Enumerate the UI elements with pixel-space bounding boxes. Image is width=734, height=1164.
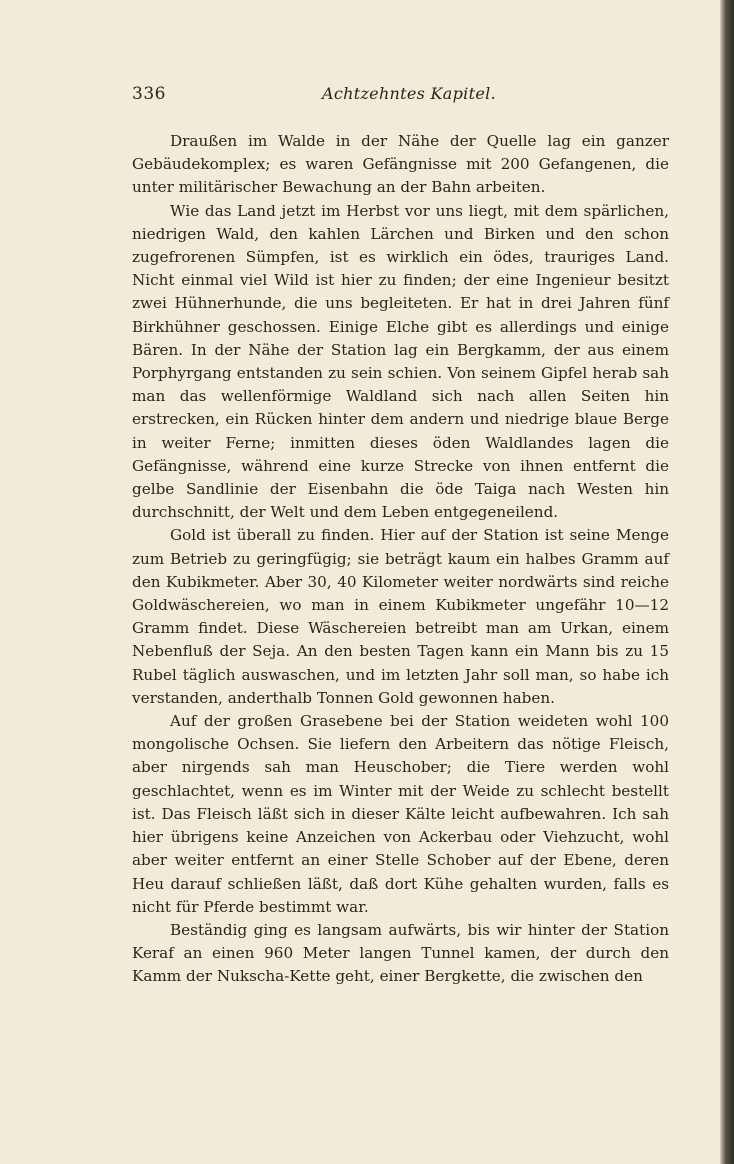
page-header [132,84,672,106]
paragraph: Draußen im Walde in der Nähe der Quelle lag ein ganzer Gebäudekomplex; es waren Gefängnisse mit 200 Gefangenen, die unter militärischer Bewachung an der Bahn arbeiten. [132,132,669,197]
paragraph: Gold ist überall zu finden. Hier auf der Station ist seine Menge zum Betrieb zu geringfügig; sie beträgt kaum ein halbes Gramm auf den Kubikmeter. Aber 30, 40 Kilometer weiter nordwärts sind reiche Goldwäschereien, wo man in einem Kubikmeter ungefähr 10—12 Gramm findet. Diese Wäschereien betreibt man am Urkan, einem Nebenfluß der Seja. An den besten Tagen kann ein Mann bis zu 15 Rubel täglich auswaschen, und im letzten Jahr soll man, so habe ich verstanden, anderthalb Tonnen Gold gewonnen haben. [132,526,669,707]
running-title: Achtzehntes Kapitel. [322,84,496,103]
body-text [132,130,669,989]
paragraph: Wie das Land jetzt im Herbst vor uns liegt, mit dem spärlichen, niedrigen Wald, den kahlen Lärchen und Birken und den schon zugefrorenen Sümpfen, ist es wirklich ein ödes, trauriges Land. Nicht einmal viel Wild ist hier zu finden; der eine Ingenieur besitzt zwei Hühnerhunde, die uns begleiteten. Er hat in drei Jahren fünf Birkhühner geschossen. Einige Elche gibt es allerdings und einige Bären. In der Nähe der Station lag ein Bergkamm, der aus einem Porphyrgang entstanden zu sein schien. Von seinem Gipfel herab sah man das wellenförmige Waldland sich nach allen Seiten hin erstrecken, ein Rücken hinter dem andern und niedrige blaue Berge in weiter Ferne; inmitten dieses öden Waldlandes lagen die Gefängnisse, während eine kurze Strecke von ihnen entfernt die gelbe Sandlinie der Eisenbahn die öde Taiga nach Westen hin durchschnitt, der Welt und dem Leben entgegeneilend. [132,201,669,522]
page-edge-shadow [720,0,734,1164]
paragraph: Auf der großen Grasebene bei der Station weideten wohl 100 mongolische Ochsen. Sie liefern den Arbeitern das nötige Fleisch, aber nirgends sah man Heuschober; die Tiere werden wohl geschlachtet, wenn es im Winter mit der Weide zu schlecht bestellt ist. Das Fleisch läßt sich in dieser Kälte leicht aufbewahren. Ich sah hier übrigens keine Anzeichen von Ackerbau oder Viehzucht, wohl aber weiter entfernt an einer Stelle Schober auf der Ebene, deren Heu darauf schließen läßt, daß dort Kühe gehalten wurden, falls es nicht für Pferde bestimmt war. [132,712,669,916]
page-number: 336 [132,84,166,104]
paragraph: Beständig ging es langsam aufwärts, bis wir hinter der Station Keraf an einen 960 Meter langen Tunnel kamen, der durch den Kamm der Nukscha-Kette geht, einer Bergkette, die zwischen den [132,920,669,986]
